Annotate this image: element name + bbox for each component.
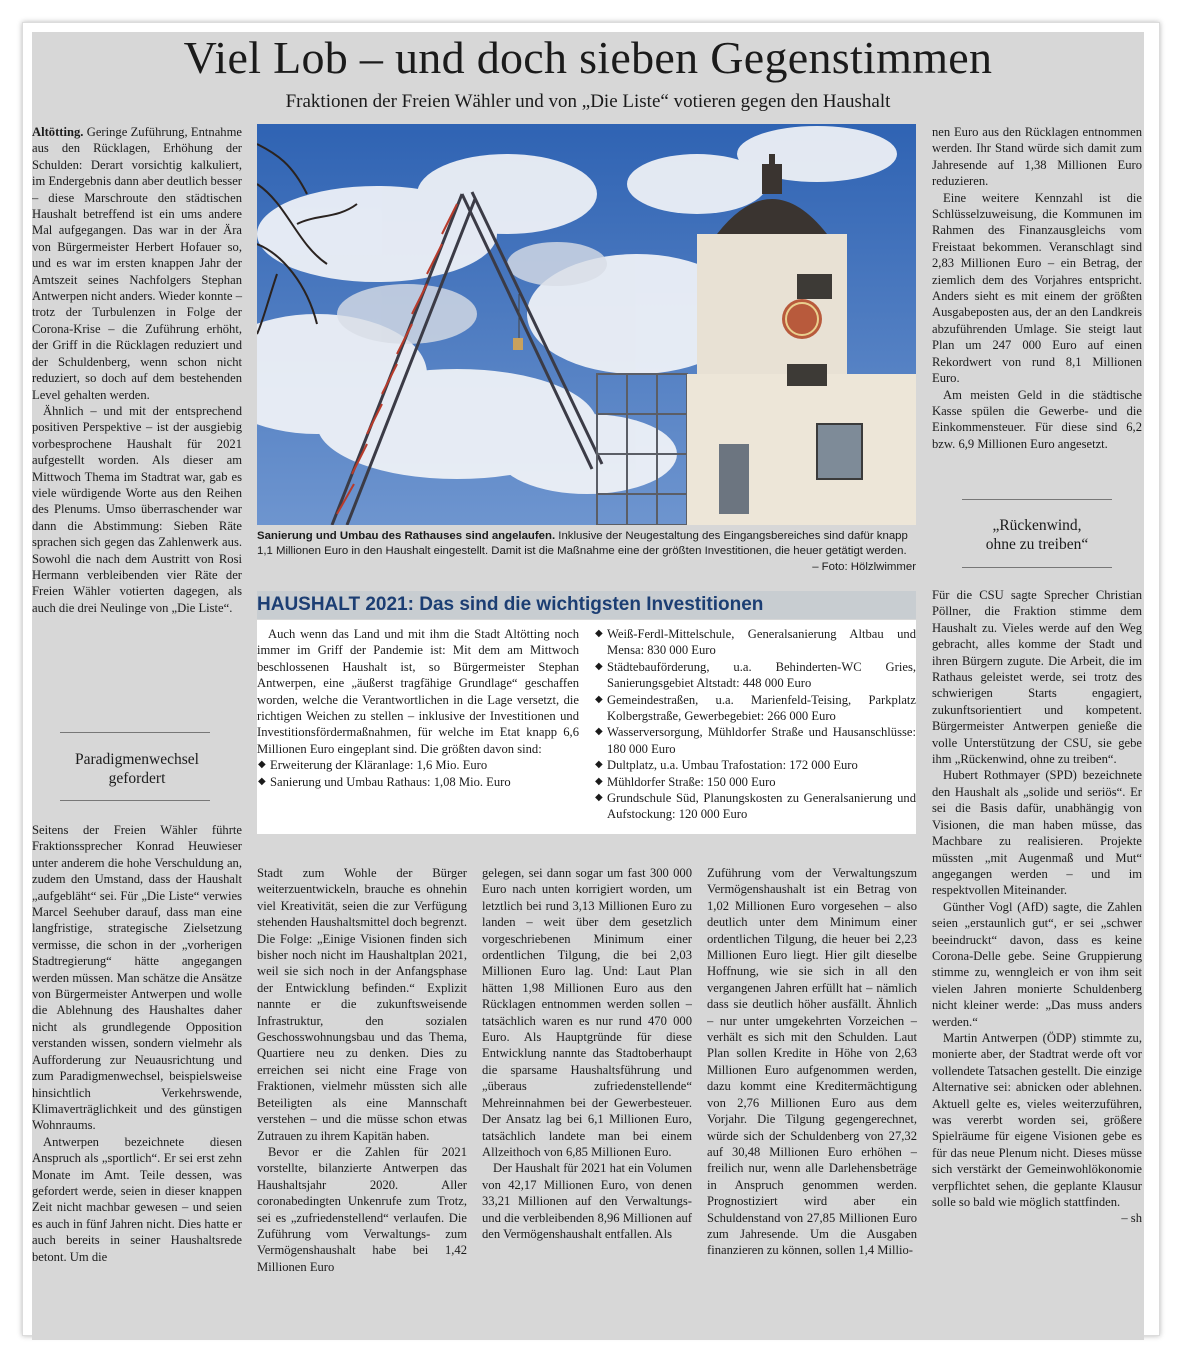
subheadline: Fraktionen der Freien Wähler und von „Die Liste“ votieren gegen den Haushalt — [285, 91, 891, 112]
newspaper-clipping — [32, 32, 1144, 1340]
investment-item-text: Wasserversorgung, Mühldorfer Straße und Hausanschlüsse: 180 000 Euro — [607, 725, 916, 756]
subhead-paradigmenwechsel — [32, 750, 242, 788]
investment-item — [594, 659, 916, 692]
paragraph-text: Martin Antwerpen (ÖDP) stimmte zu, monierte aber, der Stadtrat werde oft vor vollendete Tatsachen gestellt. Die einzige Alternative sei: abnicken oder ablehnen. Aktuell gelte es, vieles weiterzuführen, was vererbt worden sei, größere Spielräume für eigene Visionen gebe es für das neue Plenum nicht. Dieses müsse sich verstärkt der Gemeinwohlökonomie verpflichtet sehen, die geplante Klausur solle so bald wie möglich stattfinden. — [932, 1030, 1142, 1210]
article-column-1-continued — [32, 822, 242, 1340]
bullet-icon: ◆ — [595, 726, 603, 738]
subhead-line: ohne zu treiben“ — [985, 536, 1089, 553]
article-column-1 — [32, 124, 242, 844]
divider — [60, 732, 210, 733]
investment-item-text: Gemeindestraßen, u.a. Marienfeld-Teising, Parkplatz Kolbergstraße, Gewerbegebiet: 266 000 Euro — [607, 692, 916, 724]
bullet-icon: ◆ — [595, 660, 603, 672]
article-paragraph: Am meisten Geld in die städtische Kasse spülen die Gewerbe- und die Einkommensteuer. Für diese sind 6,2 bzw. 6,9 Millionen Euro angesetzt. — [932, 387, 1142, 451]
subhead-line: Paradigmenwechsel — [75, 751, 199, 768]
infobox-right-column — [594, 626, 916, 823]
paragraph-text: Geringe Zuführung, Entnahme aus den Rücklagen, Erhöhung der Schulden: Derart vorsichtig kalkuliert, im Endergebnis dann aber deutlich besser – diese Marschroute den städtischen Haushalt betreffend ist ein ums andere Mal aufgegangen. Das war in der Ära von Bürgermeister Herbert Hofauer so, und es war im ersten knappen Jahr der Amtszeit seines Nachfolgers Stephan Antwerpen nicht anders. Wieder konnte – trotz der Turbulenzen in Folge der Corona-Krise – die Zuführung erhöht, der Griff in die Rücklagen reduziert und der Schuldenberg, wenn schon nicht reduziert, so doch auf dem bestehenden Level gehalten werden. — [32, 125, 242, 402]
investment-item-text: Städtebauförderung, u.a. Behinderten-WC Gries, Sanierungsgebiet Altstadt: 448 000 Euro — [607, 659, 916, 691]
article-paragraph: Für die CSU sagte Sprecher Christian Pöllner, die Fraktion stimme dem Haushalt zu. Vieles werde auf den Weg gebracht, alles komme der Stadt und ihren Bürgern zugute. Die Arbeit, die im Rathaus geleistet werde, sei trotz des schwierigen Starts engagiert, zukunftsorientiert und kompetent. Bürgermeister Antwerpen genieße die volle Unterstützung der CSU, sie gebe ihm „Rückenwind, ohne zu treiben“. — [932, 588, 1142, 767]
investment-list-right — [594, 626, 916, 823]
investment-item — [257, 774, 579, 790]
bullet-icon: ◆ — [595, 628, 603, 639]
investment-item — [594, 626, 916, 659]
investment-item — [594, 724, 916, 757]
article-paragraph: Der Haushalt für 2021 hat ein Volumen von 42,17 Millionen Euro, von denen 33,21 Millionen auf den Verwaltungs- und die verbleibenden 8,96 Millionen auf den Vermögenshaushalt entfallen. Als — [482, 1161, 692, 1241]
article-paragraph: gelegen, sei dann sogar um fast 300 000 Euro nach unten korrigiert worden, um letztlich bei rund 3,13 Millionen Euro zu landen – weit über dem gesetzlich vorgeschriebenen Minimum einer ordentlichen Tilgung, die bei 2,03 Millionen Euro lag. Und: Laut Plan hätten 1,98 Millionen Euro aus den Rücklagen entnommen werden sollen – tatsächlich waren es nur rund 470 000 Euro. Als Hauptgründe für diese Entwicklung nannte das Stadtoberhaupt die sparsame Haushaltsführung und „überaus zufriedenstellende“ Mehreinnahmen bei der Gewerbesteuer. Der Ansatz lag bei 6,1 Millionen Euro, tatsächlich landete man bei einem Allzeithoch von 6,85 Millionen Euro. — [482, 866, 692, 1159]
investments-infobox — [257, 620, 916, 834]
infobox-left-column — [257, 626, 579, 790]
dateline: Altötting. — [32, 125, 84, 139]
infobox-intro: Auch wenn das Land und mit ihm die Stadt Altötting noch immer im Griff der Pandemie ist: Mit dem am Mittwoch beschlossenen Haushalt ist, so Bürgermeister Stephan Antwerpen, eine „äußerst tragfähige Grundlage“ geschaffen worden, welche die Verantwortlichen in die Lage versetzt, die richtigen Weichen zu stellen – inklusive der Investitionen und Investitionsfördermaßnahmen, für welche im Etat knapp 6,6 Millionen Euro eingeplant sind. Die größten davon sind: — [257, 627, 579, 756]
town-hall-photo — [257, 124, 916, 525]
article-paragraph: Günther Vogl (AfD) sagte, die Zahlen seien „erstaunlich gut“, er sei „schwer beeindruckt“ davon, dass es keine Corona-Delle gebe. Seine Gruppierung stimme zu, wenngleich er von ihm seit vielen Jahren monierte Schuldenberg nicht kleiner werde: „Das muss anders werden.“ — [932, 899, 1142, 1029]
article-column-2 — [257, 865, 467, 1340]
caption-text: Inklusive der Neugestaltung des Eingangsbereiches sind dafür knapp 1,1 Millionen Euro in den Haushalt eingestellt. Damit ist die Maßnahme eine der größten Investitionen, die heuer getätigt werden. — [257, 530, 908, 558]
investment-item-text: Grundschule Süd, Planungskosten zu Generalsanierung und Aufstockung: 120 000 Euro — [607, 791, 916, 822]
article-paragraph: Zuführung vom der Verwaltungszum Vermögenshaushalt ist ein Betrag von 1,02 Millionen Euro vorgesehen – also deutlich unter dem Minimum einer ordentlichen Tilgung, die heuer bei 2,23 Millionen Euro liegt. Hier gilt dieselbe Hoffnung, wie sie sich in all den vergangenen Jahren erfüllt hat – nämlich dass sie deutlich höher ausfällt. Ähnlich – nur unter umgekehrten Vorzeichen – verhält es sich mit den Schulden. Laut Plan sollen Kredite in Höhe von 2,63 Millionen Euro aufgenommen werden, dazu kommt eine Kreditermächtigung von 2,76 Millionen Euro aus dem Vorjahr. Die Tilgung gegengerechnet, würde sich der Schuldenberg von 27,32 auf 30,48 Millionen Euro erhöhen – freilich nur, wenn alle Darlehensbeträge in Anspruch genommen werden. Prognostiziert wird aber ein Schuldenstand von 27,85 Millionen Euro zum Jahresende. Um die Ausgaben finanzieren zu können, sollen 1,4 Millio- — [707, 866, 917, 1258]
infobox-heading-bar — [257, 591, 916, 619]
subhead-rueckenwind — [932, 516, 1142, 554]
bullet-icon: ◆ — [595, 792, 603, 804]
article-paragraph: Stadt zum Wohle der Bürger weiterzuentwickeln, brauche es ohnehin viel Kreativität, seien die zur Verfügung stehenden Haushaltsmittel doch begrenzt. Die Folge: „Einige Visionen finden sich bisher noch nicht im Haushaltplan 2021, weil sie sich noch in der Anfangsphase der Entwicklung befinden.“ Explizit nannte er die zukunftsweisende Infrastruktur, den sozialen Geschosswohnungsbau und das Thema, Quartiere neu zu denken. Dies zu erreichen sei nicht eine Frage von Fraktionen, vielmehr müssten sich alle Beteiligten als eine Mannschaft verstehen – und die müsse schon etwas Zutrauen zu ihrem Kapitän haben. — [257, 866, 467, 1143]
subhead-line: „Rückenwind, — [992, 517, 1082, 534]
photo-credit: – Foto: Hölzlwimmer — [812, 560, 916, 573]
bullet-icon: ◆ — [258, 759, 266, 771]
investment-item — [594, 692, 916, 725]
investment-item — [257, 757, 579, 773]
investment-item-text: Mühldorfer Straße: 150 000 Euro — [607, 774, 776, 789]
subhead-line: gefordert — [108, 770, 166, 787]
article-paragraph: Seitens der Freien Wähler führte Fraktionssprecher Konrad Heuwieser unter anderem die hohe Verschuldung an, zudem den Umstand, dass der Haushalt „aufgebläht“ sei. Für „Die Liste“ verwies Marcel Seehuber darauf, dass man eine langfristige, strategische Zielsetzung vermisse, die schon in der „vorherigen Stadtregierung“ hätte angegangen werden müssen. Man schätze die Ansätze von Bürgermeister Antwerpen und wolle die Ablehnung des Haushaltes daher nicht als grundlegende Opposition verstanden wissen, sondern vielmehr als Aufforderung zur Neuausrichtung und zum Paradigmenwechsel, beispielsweise hinsichtlich Verkehrswende, Klimaverträglichkeit und des günstigen Wohnraums. — [32, 823, 242, 1133]
divider — [60, 800, 210, 801]
infobox-heading: HAUSHALT 2021: Das sind die wichtigsten Investitionen — [257, 594, 764, 615]
article-column-5 — [932, 124, 1142, 504]
article-column-3 — [482, 865, 692, 1340]
article-paragraph: Ähnlich – und mit der entsprechend positiven Perspektive – ist der ausgiebig vorbesprochene Haushalt für 2021 aufgestellt worden. Als dieser am Mittwoch Thema im Stadtrat war, gab es viele würdigende Worte aus den Reihen des Plenums. Umso überraschender war dann die Abstimmung: Sieben Räte sprachen sich gegen das Zahlenwerk aus. Sowohl die nach dem Austritt von Rosi Hermann verbleibenden vier Räte der Freien Wähler votierten dagegen, als auch die drei Neulinge von „Die Liste“. — [32, 403, 242, 615]
divider — [962, 567, 1112, 568]
article-paragraph — [32, 124, 242, 403]
bullet-icon: ◆ — [258, 775, 266, 787]
article-paragraph: Eine weitere Kennzahl ist die Schlüsselzuweisung, die Kommunen im Rahmen des Finanzausgleichs vom Freistaat bekommen. Veranschlagt sind 2,83 Millionen Euro – ein Betrag, der ziemlich dem des Vorjahres entspricht. Anders sieht es mit einem der größten Ausgabeposten aus, der an den Landkreis abzuführenden Umlage. Sie steigt laut Plan um 247 000 Euro auf einen Rekordwert von rund 8,1 Millionen Euro. — [932, 190, 1142, 386]
article-column-4 — [707, 865, 917, 1340]
article-paragraph: Antwerpen bezeichnete diesen Anspruch als „sportlich“. Er sei erst zehn Monate im Amt. Teile dessen, was gefordert werde, seien in dieser knappen Zeit nicht machbar gewesen – und seien es auch in fünf Jahren nicht. Dies hatte er auch bereits in seiner Haushaltsrede betont. Um die — [32, 1134, 242, 1264]
investment-item-text: Sanierung und Umbau Rathaus: 1,08 Mio. Euro — [270, 774, 511, 789]
investment-item — [594, 774, 916, 790]
investment-item-text: Dultplatz, u.a. Umbau Trafostation: 172 000 Euro — [607, 758, 858, 773]
photo-illustration — [257, 124, 916, 525]
investment-item — [594, 790, 916, 823]
headline: Viel Lob – und doch sieben Gegenstimmen — [183, 32, 993, 83]
photo-caption — [257, 529, 916, 575]
author-signature: – sh — [1121, 1211, 1142, 1226]
divider — [962, 499, 1112, 500]
article-column-5-continued — [932, 587, 1142, 1340]
investment-list-left — [257, 757, 579, 790]
bullet-icon: ◆ — [595, 775, 603, 787]
investment-item — [594, 757, 916, 773]
article-paragraph — [932, 1030, 1142, 1226]
caption-lead: Sanierung und Umbau des Rathauses sind angelaufen. — [257, 530, 556, 542]
bullet-icon: ◆ — [595, 693, 603, 705]
article-paragraph: Bevor er die Zahlen für 2021 vorstellte, bilanzierte Antwerpen das Haushaltsjahr 2020. Aller coronabedingten Unkenrufe zum Trotz, sei es „zufriedenstellend“ verlaufen. Die Zuführung vom Verwaltungs- zum Vermögenshaushalt habe bei 1,42 Millionen Euro — [257, 1144, 467, 1274]
investment-item-text: Erweiterung der Kläranlage: 1,6 Mio. Euro — [270, 758, 488, 773]
article-paragraph: nen Euro aus den Rücklagen entnommen werden. Ihr Stand würde sich damit zum Jahresende auf 1,38 Millionen Euro reduzieren. — [932, 125, 1142, 189]
article-paragraph: Hubert Rothmayer (SPD) bezeichnete den Haushalt als „solide und seriös“. Er sei die Basis dafür, unabhängig von Visionen, die man haben müsse, das Machbare zu realisieren. Projekte müssten „mit Augenmaß und Mut“ angegangen werden – und im respektvollen Miteinander. — [932, 768, 1142, 898]
bullet-icon: ◆ — [595, 759, 603, 771]
investment-item-text: Weiß-Ferdl-Mittelschule, Generalsanierung Altbau und Mensa: 830 000 Euro — [607, 627, 916, 658]
